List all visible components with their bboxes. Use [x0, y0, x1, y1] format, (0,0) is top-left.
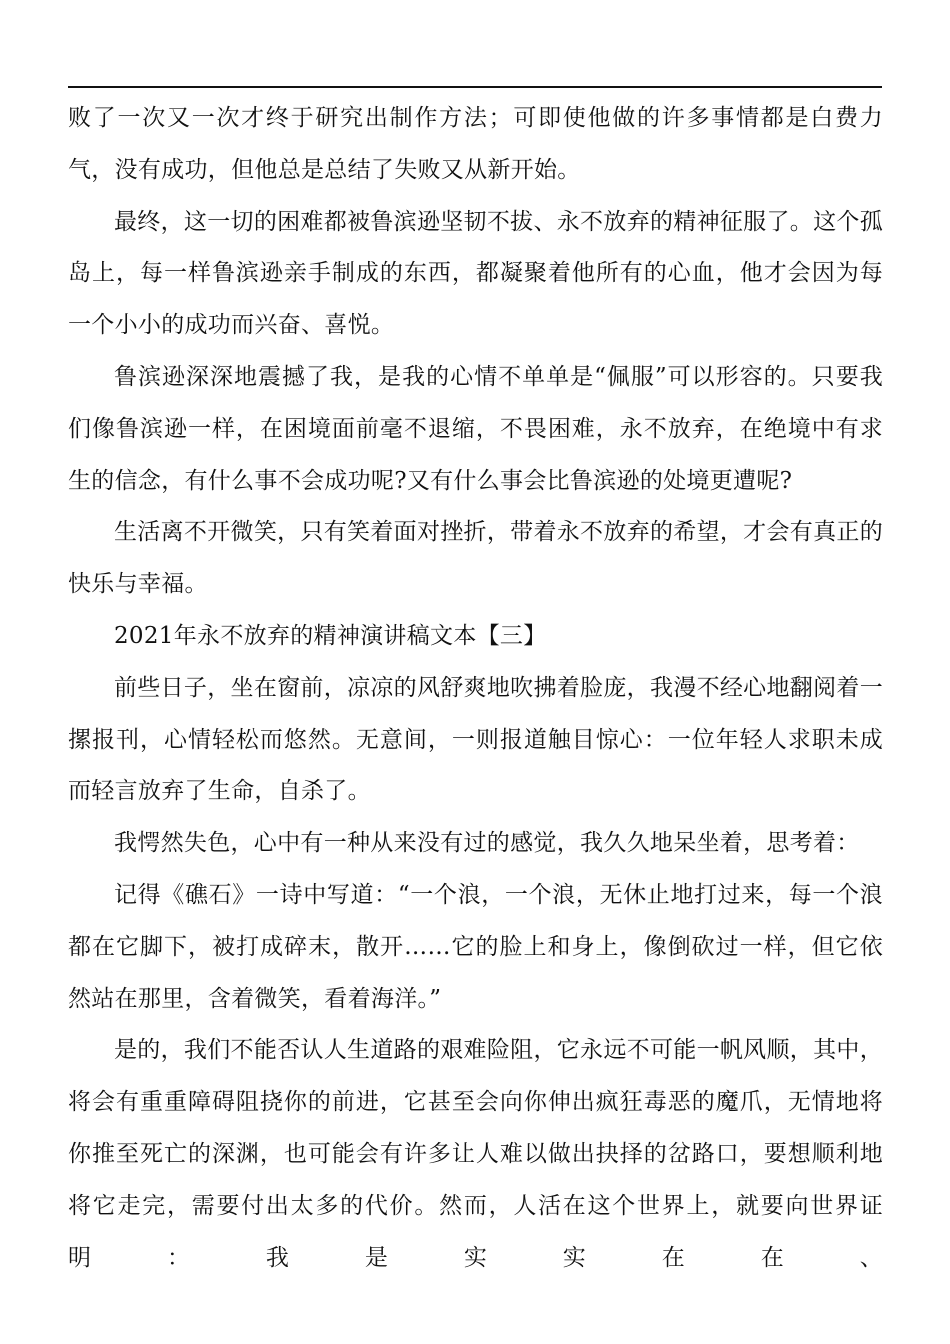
paragraph: 生活离不开微笑，只有笑着面对挫折，带着永不放弃的希望，才会有真正的快乐与幸福。	[68, 519, 883, 598]
paragraph-continued: 败了一次又一次才终于研究出制作方法；可即使他做的许多事情都是白费力气，没有成功，但他总是总结了失败又从新开始。	[68, 105, 883, 183]
paragraph: 鲁滨逊深深地震撼了我，是我的心情不单单是“佩服”可以形容的。只要我们像鲁滨逊一样，在困境面前毫不退缩，不畏困难，永不放弃，在绝境中有求生的信念，有什么事不会成功呢?又有什么事会比鲁滨逊的处境更遭呢?	[68, 363, 883, 494]
paragraph: 记得《礁石》一诗中写道：“一个浪，一个浪，无休止地打过来，每一个浪都在它脚下，被打成碎末，散开……它的脸上和身上，像倒砍过一样，但它依然站在那里，含着微笑，看着海洋。”	[68, 881, 883, 1012]
paragraph: 前些日子，坐在窗前，凉凉的风舒爽地吹拂着脸庞，我漫不经心地翻阅着一摞报刊，心情轻松而悠然。无意间，一则报道触目惊心：一位年轻人求职未成而轻言放弃了生命，自杀了。	[68, 674, 883, 805]
paragraph: 是的，我们不能否认人生道路的艰难险阻，它永远不可能一帆风顺，其中，将会有重重障碍阻挠你的前进，它甚至会向你伸出疯狂毒恶的魔爪，无情地将你推至死亡的深渊，也可能会有许多让人难以做出抉择的岔路口，要想顺利地将它走完，需要付出太多的代价。然而，人活在这个世界上，就要向世界证明：我是实实在在、	[68, 1037, 883, 1271]
document-body	[68, 93, 883, 1284]
section-heading: 2021年永不放弃的精神演讲稿文本【三】	[114, 622, 547, 649]
paragraph: 我愕然失色，心中有一种从来没有过的感觉，我久久地呆坐着，思考着：	[114, 830, 860, 857]
paragraph: 最终，这一切的困难都被鲁滨逊坚韧不拔、永不放弃的精神征服了。这个孤岛上，每一样鲁滨逊亲手制成的东西，都凝聚着他所有的心血，他才会因为每一个小小的成功而兴奋、喜悦。	[68, 208, 883, 339]
header-rule	[68, 86, 882, 88]
